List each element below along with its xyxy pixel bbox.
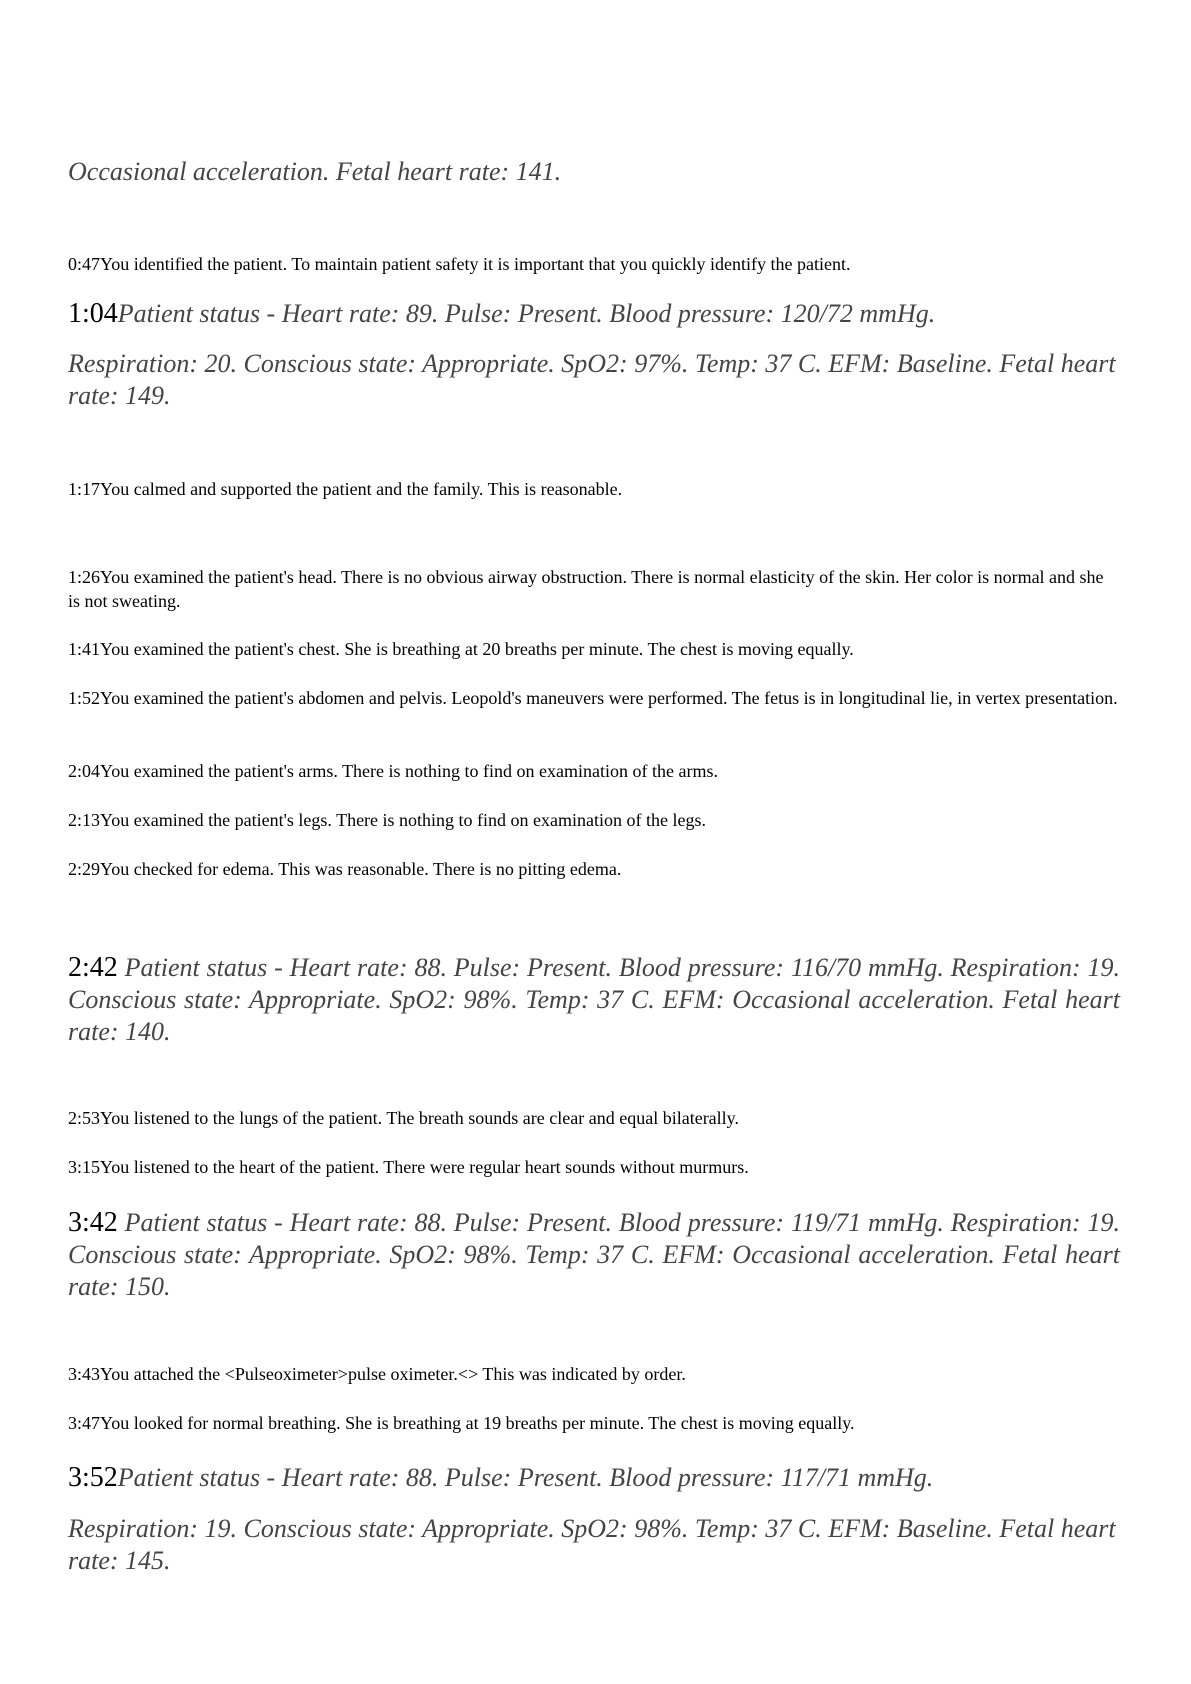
log-entry bbox=[68, 1411, 1120, 1435]
patient-status-entry bbox=[68, 1207, 1120, 1303]
log-entry bbox=[68, 1362, 1120, 1386]
entry-time: 1:52 bbox=[68, 688, 101, 708]
entry-time: 2:53 bbox=[68, 1108, 101, 1128]
entry-text: You checked for edema. This was reasonable. There is no pitting edema. bbox=[100, 859, 622, 879]
entry-time: 2:29 bbox=[68, 859, 101, 879]
entry-time: 1:26 bbox=[68, 567, 101, 587]
log-entry bbox=[68, 759, 1120, 783]
entry-text: You examined the patient's abdomen and pelvis. Leopold's maneuvers were performed. The fetus is in longitudinal lie, in vertex presentation. bbox=[100, 688, 1118, 708]
entry-time: 3:15 bbox=[68, 1157, 101, 1177]
entry-time: 2:13 bbox=[68, 810, 101, 830]
entry-text: Patient status - Heart rate: 88. Pulse: Present. Blood pressure: 119/71 mmHg. Respiration: 19. Conscious state: Appropriate. SpO2: 98%. Temp: 37 C. EFM: Occasional acceleration. Fetal heart rate: 150. bbox=[68, 1208, 1121, 1301]
log-entry bbox=[68, 808, 1120, 832]
entry-text: Respiration: 19. Conscious state: Appropriate. SpO2: 98%. Temp: 37 C. EFM: Baseline. Fetal heart rate: 145. bbox=[68, 1514, 1116, 1575]
entry-text: You examined the patient's head. There is no obvious airway obstruction. There is normal elasticity of the skin. Her color is normal and she is not sweating. bbox=[68, 567, 1104, 611]
patient-status-continuation bbox=[68, 1513, 1120, 1577]
patient-status-entry bbox=[68, 1462, 1120, 1494]
patient-status-continuation bbox=[68, 156, 1120, 188]
patient-status-entry bbox=[68, 298, 1120, 330]
entry-text: You listened to the lungs of the patient. The breath sounds are clear and equal bilaterally. bbox=[100, 1108, 740, 1128]
log-entry bbox=[68, 1106, 1120, 1130]
entry-text: You identified the patient. To maintain patient safety it is important that you quickly identify the patient. bbox=[100, 254, 851, 274]
entry-text: Respiration: 20. Conscious state: Appropriate. SpO2: 97%. Temp: 37 C. EFM: Baseline. Fetal heart rate: 149. bbox=[68, 349, 1116, 410]
entry-text: You calmed and supported the patient and the family. This is reasonable. bbox=[100, 479, 623, 499]
entry-text: Patient status - Heart rate: 88. Pulse: Present. Blood pressure: 117/71 mmHg. bbox=[117, 1463, 934, 1492]
entry-time: 3:43 bbox=[68, 1364, 101, 1384]
entry-time: 1:17 bbox=[68, 479, 101, 499]
entry-time: 3:42 bbox=[68, 1207, 118, 1238]
log-entry bbox=[68, 252, 1120, 276]
entry-time: 1:04 bbox=[68, 298, 118, 329]
entry-text: You listened to the heart of the patient. There were regular heart sounds without murmurs. bbox=[100, 1157, 749, 1177]
log-entry bbox=[68, 1155, 1120, 1179]
patient-status-continuation bbox=[68, 348, 1120, 412]
entry-text: You examined the patient's chest. She is breathing at 20 breaths per minute. The chest is moving equally. bbox=[100, 639, 854, 659]
entry-text: You attached the <Pulseoximeter>pulse oximeter.<> This was indicated by order. bbox=[100, 1364, 686, 1384]
entry-time: 1:41 bbox=[68, 639, 101, 659]
log-entry bbox=[68, 477, 1120, 501]
entry-time: 3:52 bbox=[68, 1462, 118, 1493]
entry-text: You examined the patient's legs. There is nothing to find on examination of the legs. bbox=[100, 810, 706, 830]
log-entry bbox=[68, 857, 1120, 881]
entry-time: 3:47 bbox=[68, 1413, 101, 1433]
entry-text: You examined the patient's arms. There is nothing to find on examination of the arms. bbox=[100, 761, 718, 781]
entry-time: 2:04 bbox=[68, 761, 101, 781]
log-entry bbox=[68, 565, 1120, 613]
entry-text: Occasional acceleration. Fetal heart rate: 141. bbox=[68, 157, 562, 186]
log-entry bbox=[68, 637, 1120, 661]
log-entry bbox=[68, 686, 1120, 710]
entry-time: 0:47 bbox=[68, 254, 101, 274]
patient-status-entry bbox=[68, 952, 1120, 1048]
entry-text: Patient status - Heart rate: 89. Pulse: Present. Blood pressure: 120/72 mmHg. bbox=[117, 299, 936, 328]
entry-text: Patient status - Heart rate: 88. Pulse: Present. Blood pressure: 116/70 mmHg. Respiration: 19. Conscious state: Appropriate. SpO2: 98%. Temp: 37 C. EFM: Occasional acceleration. Fetal heart rate: 140. bbox=[68, 953, 1121, 1046]
entry-text: You looked for normal breathing. She is breathing at 19 breaths per minute. The chest is moving equally. bbox=[100, 1413, 855, 1433]
entry-time: 2:42 bbox=[68, 952, 118, 983]
